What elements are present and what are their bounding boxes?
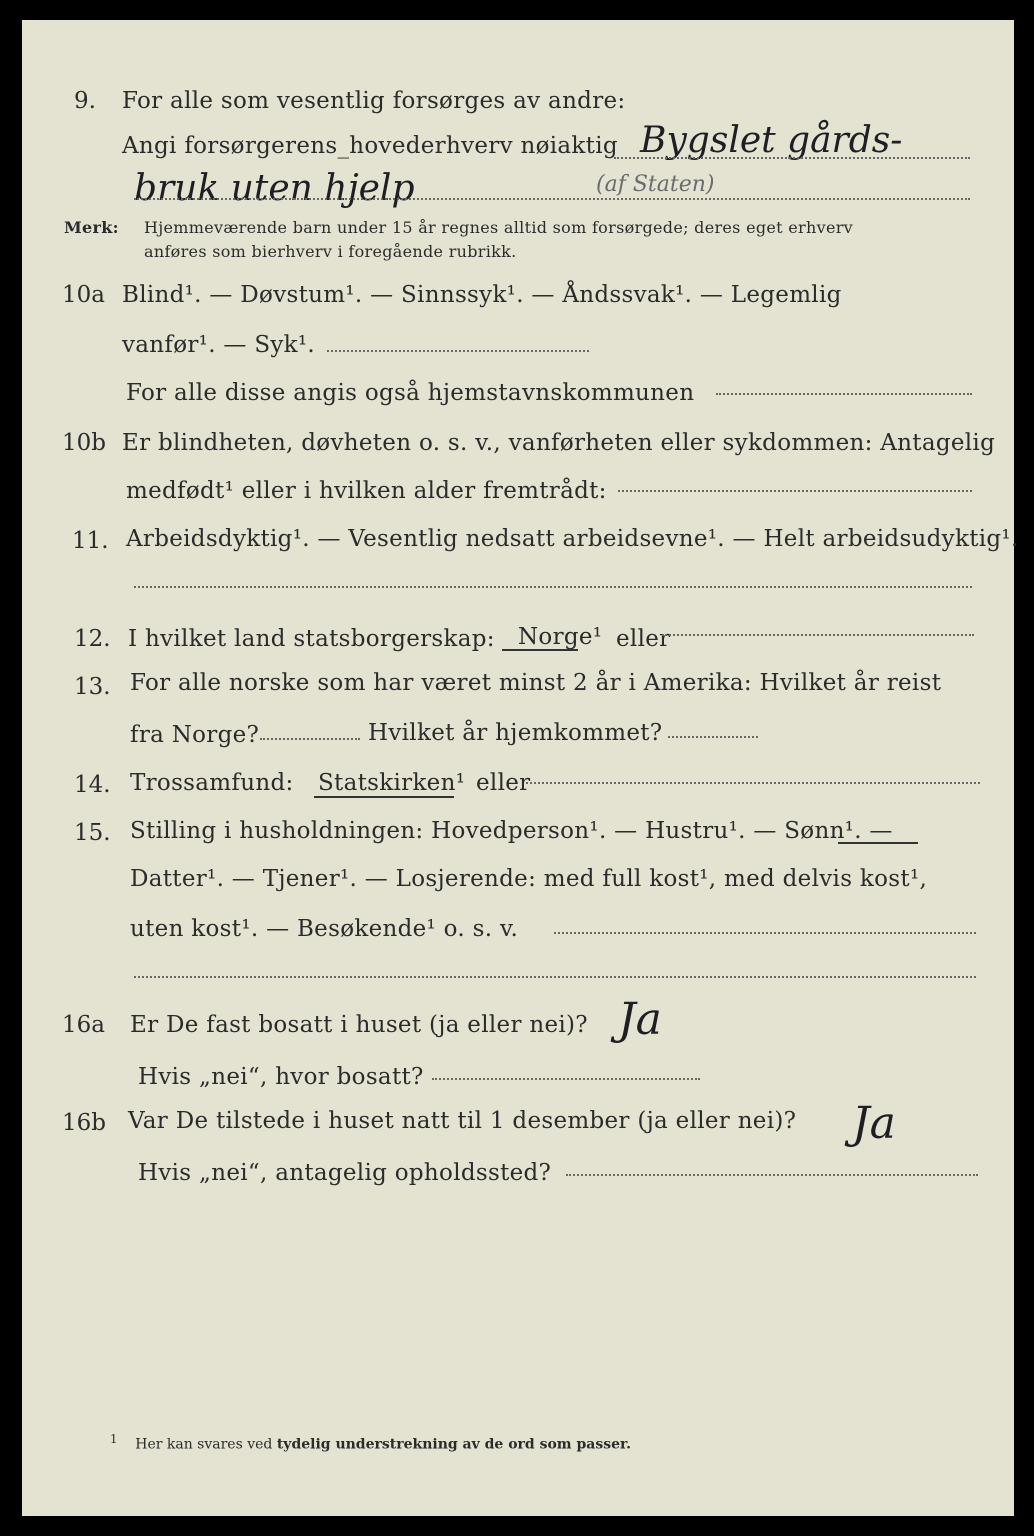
q13-line2b: Hvilket år hjemkommet? [368,720,663,746]
q13-dotted-line-1 [260,738,360,740]
q15-dotted-line-2 [134,976,976,978]
q11-number: 11. [72,528,109,554]
footnote-plain-text: Her kan svares ved [135,1436,273,1453]
q15-number: 15. [74,820,111,846]
q9-handwritten-answer-2: bruk uten hjelp [134,168,415,209]
q12-suffix: eller [616,626,671,652]
q16a-number: 16a [62,1012,105,1038]
census-form-page [22,20,1019,1516]
q15-dotted-line-1 [554,932,976,934]
q9-handwritten-answer-1: Bygslet gårds- [640,120,903,161]
q9-number: 9. [74,88,96,114]
q10a-line3: For alle disse angis også hjemstavnskommunen [126,380,695,406]
q13-line1: For alle norske som har været minst 2 år i Amerika: Hvilket år reist [130,670,942,696]
q9-line2: Angi forsørgerens_hovederhverv nøiaktig [122,133,618,159]
q12-answer-norge: Norge¹ [518,624,603,650]
q16b-number: 16b [62,1110,106,1136]
q10b-line2: medfødt¹ eller i hvilken alder fremtrådt: [126,478,607,504]
q10a-dotted-line-2 [716,393,972,395]
q16a-line2: Hvis „nei“, hvor bosatt? [138,1064,424,1090]
q13-dotted-line-2 [668,736,758,738]
footnote-bold-text: tydelig understrekning av de ord som passer. [276,1436,631,1453]
q16b-handwritten-answer: Ja [852,1098,896,1149]
q10b-dotted-line [618,490,972,492]
q16a-dotted-line [432,1078,700,1080]
q9-dotted-line-2 [134,198,970,200]
q12-prefix: I hvilket land statsborgerskap: [128,626,495,652]
q12-number: 12. [74,626,111,652]
q10a-dotted-line-1 [327,350,589,352]
q10a-line2: vanfør¹. — Syk¹. [122,332,316,358]
q11-dotted-line [134,586,972,588]
q16b-dotted-line [566,1174,978,1176]
q14-number: 14. [74,772,111,798]
q10a-number: 10a [62,282,105,308]
q9-line1: For alle som vesentlig forsørges av andre: [122,88,626,114]
q15-line3: uten kost¹. — Besøkende¹ o. s. v. [130,916,519,942]
q15-sonn-underline [838,842,918,844]
q16a-line1: Er De fast bosatt i huset (ja eller nei)? [130,1012,588,1038]
q16b-line2: Hvis „nei“, antagelig opholdssted? [138,1160,552,1186]
q16b-line1: Var De tilstede i huset natt til 1 desember (ja eller nei)? [128,1108,797,1134]
q14-answer-underline [314,796,454,798]
q10a-line1: Blind¹. — Døvstum¹. — Sinnssyk¹. — Åndssvak¹. — Legemlig [122,282,842,308]
q14-answer-statskirken: Statskirken¹ [318,770,466,796]
q13-line2a: fra Norge? [130,722,260,748]
q14-suffix: eller [476,770,531,796]
q16a-handwritten-answer: Ja [618,994,662,1045]
q13-number: 13. [74,674,111,700]
q9-handwritten-note: (af Staten) [596,172,715,197]
q15-line1: Stilling i husholdningen: Hovedperson¹. — Hustru¹. — Sønn¹. — [130,818,893,844]
merk-label: Merk: [64,218,119,237]
q9-dotted-line-1 [614,157,970,159]
q11-line1: Arbeidsdyktig¹. — Vesentlig nedsatt arbeidsevne¹. — Helt arbeidsudyktig¹. [126,526,1019,552]
merk-line1: Hjemmeværende barn under 15 år regnes alltid som forsørgede; deres eget erhverv [144,218,853,237]
merk-line2: anføres som bierhverv i foregående rubrikk. [144,242,517,261]
q14-prefix: Trossamfund: [130,770,294,796]
q10b-line1: Er blindheten, døvheten o. s. v., vanførheten eller sykdommen: Antagelig [122,430,996,456]
q14-dotted-line [526,782,980,784]
footnote [110,1432,631,1453]
q12-dotted-line [662,634,974,636]
footnote-mark: 1 [110,1432,118,1446]
q10b-number: 10b [62,430,106,456]
q15-line2: Datter¹. — Tjener¹. — Losjerende: med full kost¹, med delvis kost¹, [130,866,928,892]
q12-answer-underline [502,649,578,651]
